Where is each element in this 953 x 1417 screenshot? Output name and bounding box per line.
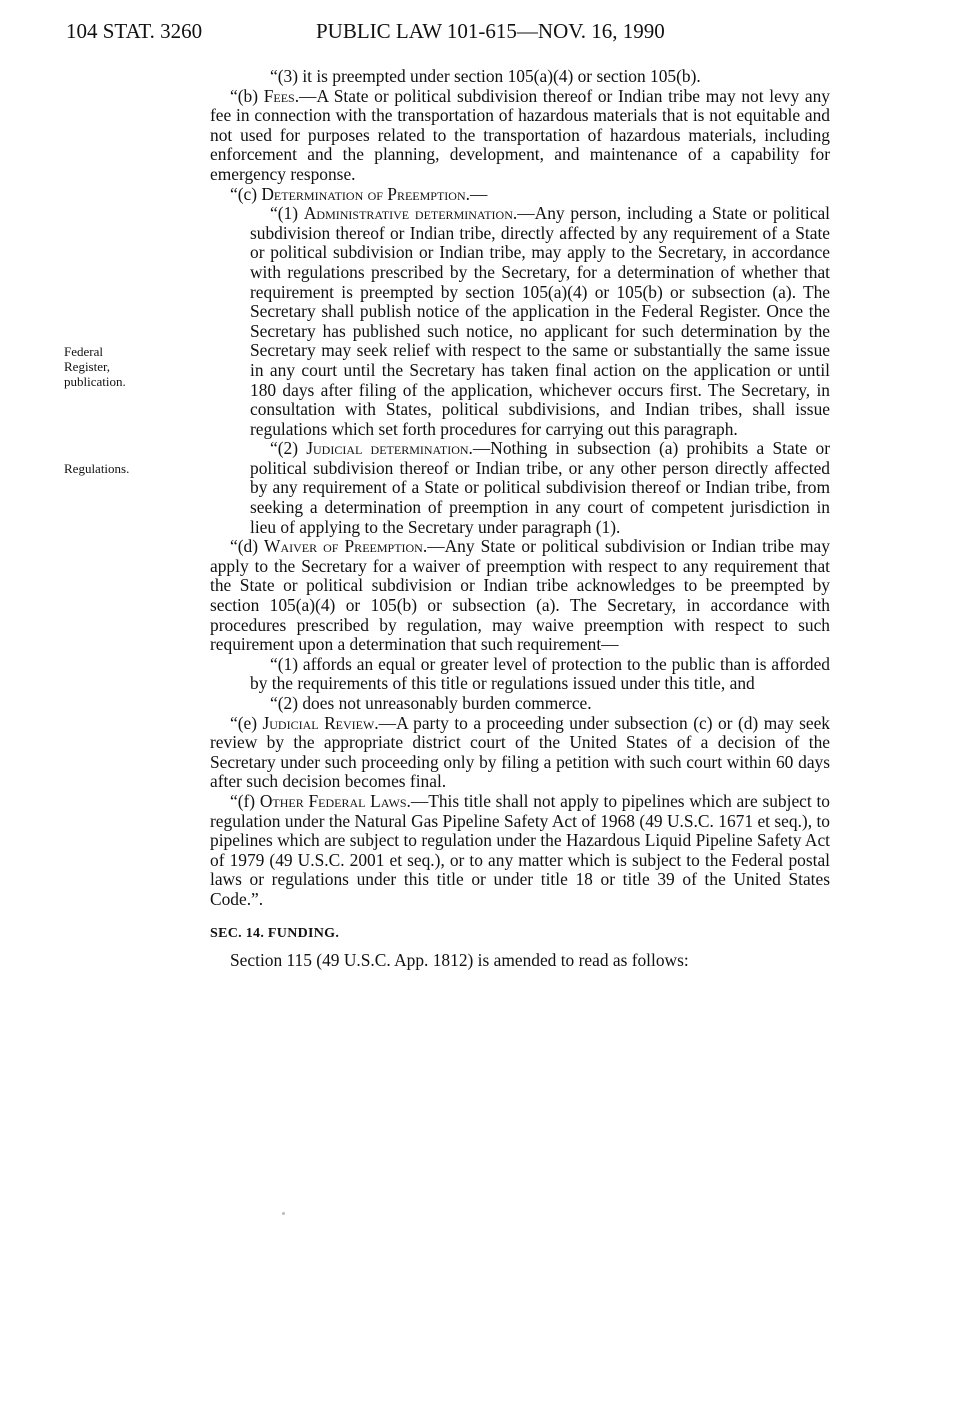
margin-note-federal-register: Federal Register, publication. bbox=[64, 344, 126, 389]
paragraph-c2-judicial: “(2) Judicial determination.—Nothing in subsection (a) prohibits a State or political subdivision thereof or Indian tribe, or any other person directly affected by any requirement of a State or political subdivision thereof or Indian tribe, from seeking a determination of preemption in any court of competent jurisdiction in lieu of applying to the Secretary under paragraph (1). bbox=[250, 438, 830, 537]
subsection-heading: Judicial Review. bbox=[262, 712, 379, 733]
subsection-heading: Fees. bbox=[263, 85, 300, 106]
subsection-b-fees: “(b) Fees.—A State or political subdivision thereof or Indian tribe may not levy any fee in connection with the transportation of hazardous materials that is not equitable and not used for purposes related to the transportation of hazardous materials, including enforcement and the planning, development, and maintenance of a capability for emergency response. bbox=[210, 85, 830, 184]
subsection-c-heading: “(c) Determination of Preemption.— bbox=[230, 183, 488, 204]
subsection-d-waiver: “(d) Waiver of Preemption.—Any State or political subdivision or Indian tribe may apply to the Secretary for a waiver of preemption with respect to any requirement that the State or political subdivision or Indian tribe acknowledges to be preempted by section 105(a)(4) or 105(b) or subsection (a). The Secretary, in accordance with procedures prescribed by regulation, may waive preemption with respect to such requirement upon a determination that such requirement— bbox=[210, 536, 830, 655]
stat-page-number: 104 STAT. 3260 bbox=[66, 19, 203, 43]
statute-body bbox=[210, 67, 830, 971]
margin-note-regulations: Regulations. bbox=[64, 461, 130, 476]
paragraph-d2: “(2) does not unreasonably burden commerce. bbox=[270, 693, 592, 713]
section-14-text: Section 115 (49 U.S.C. App. 1812) is amended to read as follows: bbox=[230, 950, 689, 971]
paragraph-c1-administrative: “(1) Administrative determination.—Any person, including a State or political subdivision thereof or Indian tribe, directly affected by any requirement of a State or political subdivision or Indian tribe, may apply to the Secretary, in accordance with regulations prescribed by the Secretary, for a determination of whether that requirement is preempted by section 105(a)(4) or 105(b) or subsection (a). The Secretary shall publish notice of the application in the Federal Register. Once the Secretary has published such notice, no applicant for such determination by the Secretary may seek relief with respect to the same or substantially the same issue in any court until the Secretary has taken final action on the application or until 180 days after filing of the application, whichever occurs first. The Secretary, in consultation with States, political subdivisions, and Indian tribes, shall issue regulations which set forth procedures for carrying out this paragraph. bbox=[250, 203, 830, 439]
scan-speck bbox=[282, 1212, 285, 1215]
subsection-heading: Other Federal Laws. bbox=[259, 790, 411, 811]
section-14-heading: SEC. 14. FUNDING. bbox=[210, 925, 340, 941]
subsection-heading: Waiver of Preemption. bbox=[264, 536, 428, 557]
subsection-heading: Determination of Preemption. bbox=[261, 183, 470, 204]
paragraph-heading: Judicial determination. bbox=[306, 438, 473, 459]
public-law-citation: PUBLIC LAW 101-615—NOV. 16, 1990 bbox=[316, 19, 665, 43]
paragraph-heading: Administrative determination. bbox=[303, 203, 518, 224]
paragraph-a3: “(3) it is preempted under section 105(a)(4) or section 105(b). bbox=[270, 66, 701, 86]
paragraph-d1: “(1) affords an equal or greater level of protection to the public than is afforded by the requirements of this title or regulations issued under this title, and bbox=[250, 653, 830, 694]
subsection-e-judicial-review: “(e) Judicial Review.—A party to a proceeding under subsection (c) or (d) may seek review by the appropriate district court of the United States of a decision of the Secretary under such proceeding only by filing a petition with such court within 60 days after such decision becomes final. bbox=[210, 712, 831, 792]
subsection-f-other-laws: “(f) Other Federal Laws.—This title shall not apply to pipelines which are subject to regulation under the Natural Gas Pipeline Safety Act of 1968 (49 U.S.C. 1671 et seq.), to pipelines which are subject to regulation under the Hazardous Liquid Pipeline Safety Act of 1979 (49 U.S.C. 2001 et seq.), or to any matter which is subject to the Federal postal laws or regulations under this title or under title 18 or title 39 of the United States Code.”. bbox=[210, 790, 830, 909]
